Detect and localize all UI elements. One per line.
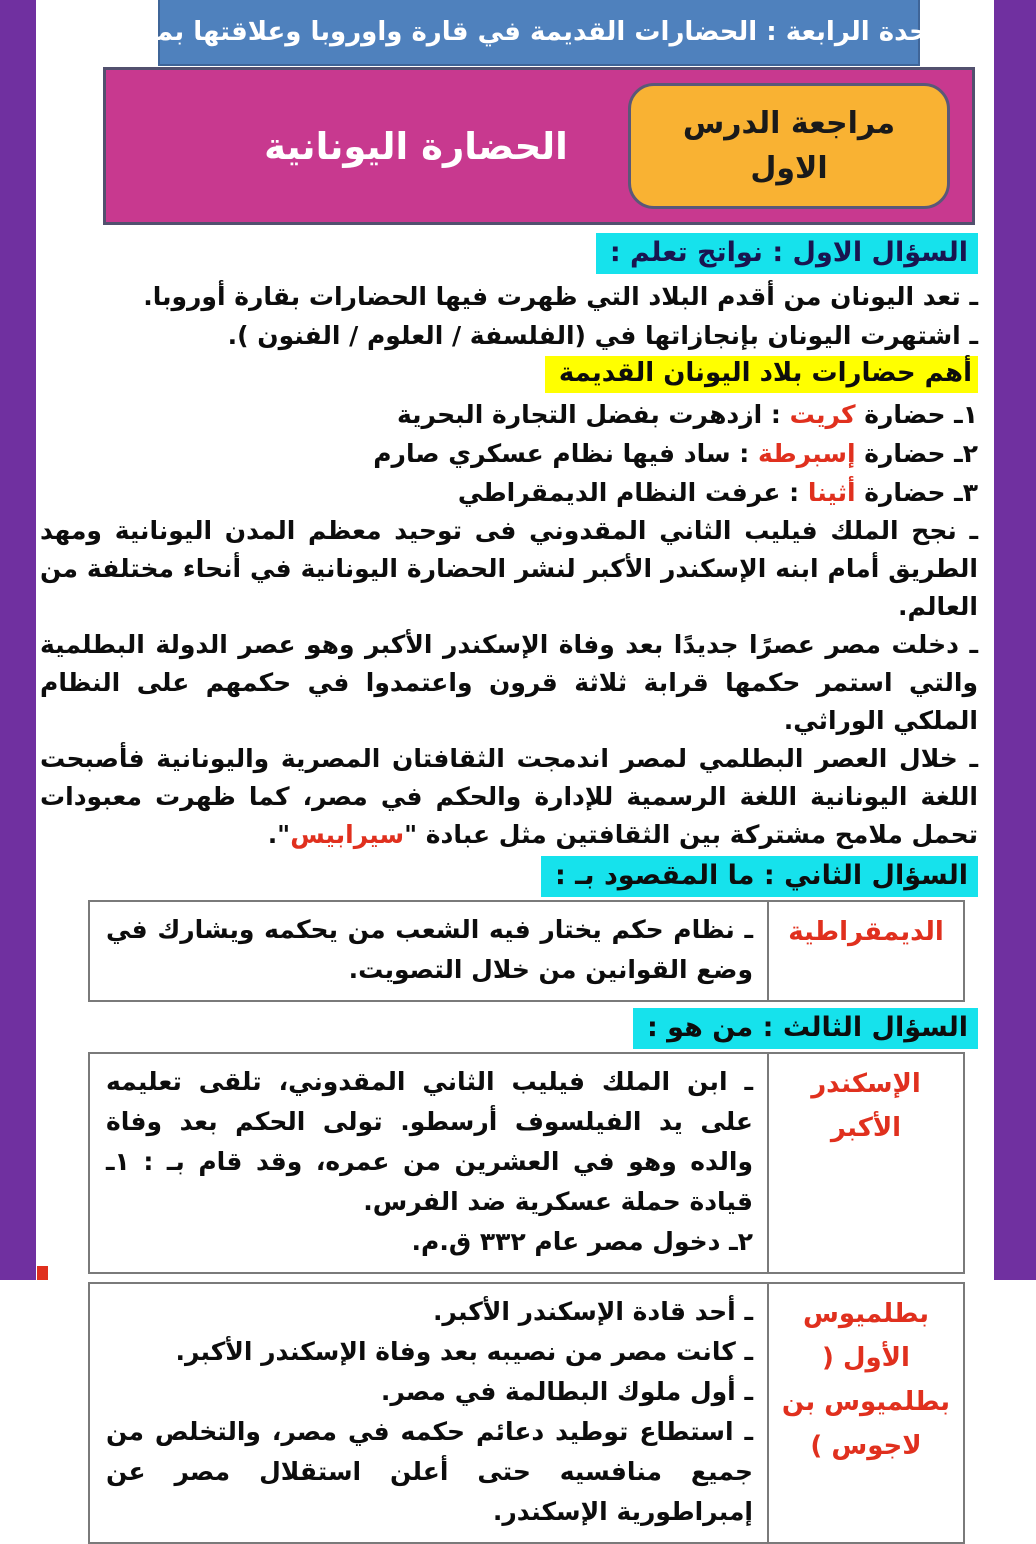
civilization-description: : عرفت النظام الديمقراطي <box>457 478 808 507</box>
term-cell: الإسكندر الأكبر <box>767 1054 963 1272</box>
review-badge-line1: مراجعة الدرس <box>682 106 896 141</box>
civilization-name: كريت <box>789 400 856 429</box>
definition-cell <box>90 1054 767 1272</box>
civilization-prefix: ٣ـ حضارة <box>855 478 978 507</box>
question2-heading: السؤال الثاني : ما المقصود بـ : <box>541 856 978 897</box>
ptolemaic-era-paragraph: ـ دخلت مصر عصرًا جديدًا بعد وفاة الإسكندر الأكبر وهو عصر الدولة البطلمية والتي استمر حكمها قرابة ثلاثة قرون واعتمدوا في حكمهم على النظام الملكي الوراثي. <box>40 630 978 735</box>
learning-outcome-bullet: ـ تعد اليونان من أقدم البلاد التي ظهرت فيها الحضارات بقارة أوروبا. <box>143 282 978 311</box>
definition-table <box>88 900 965 1002</box>
culture-merge-tail: ". <box>267 820 291 849</box>
lesson-title: الحضارة اليونانية <box>264 124 568 168</box>
question3-heading: السؤال الثالث : من هو : <box>633 1008 978 1049</box>
ptolemy-line: ـ استطاع توطيد دعائم حكمه في مصر، والتخلص من جميع منافسيه حتى أعلن استقلال مصر عن إمبراطورية الإسكندر. <box>106 1417 753 1526</box>
civilization-prefix: ١ـ حضارة <box>855 400 978 429</box>
red-corner-mark <box>37 1266 48 1280</box>
question2-section <box>40 856 978 1002</box>
civilization-item <box>40 473 978 512</box>
civilizations-highlight-row <box>40 355 978 395</box>
question1-section <box>40 233 978 854</box>
who-is-table-row <box>88 1282 965 1544</box>
definition-cell <box>90 1284 767 1542</box>
civilization-prefix: ٢ـ حضارة <box>855 439 978 468</box>
alexander-line: ٢ـ دخول مصر عام ٣٣٢ ق.م. <box>411 1227 753 1256</box>
right-border-bar <box>994 0 1036 1280</box>
question1-heading: السؤال الاول : نواتج تعلم : <box>596 233 978 274</box>
definition-cell <box>90 902 767 1000</box>
philip-paragraph: ـ نجح الملك فيليب الثاني المقدوني فى توحيد معظم المدن اليونانية ومهد الطريق أمام ابنه الإسكندر الأكبر لنشر الحضارة اليونانية في أنحاء مختلفة من العالم. <box>40 516 978 621</box>
ptolemy-line: ـ أحد قادة الإسكندر الأكبر. <box>432 1297 753 1326</box>
review-badge-line2: الاول <box>750 151 828 186</box>
unit-header <box>115 0 963 66</box>
question3-section <box>40 1008 978 1544</box>
ptolemy-line: ـ كانت مصر من نصيبه بعد وفاة الإسكندر الأكبر. <box>175 1337 753 1366</box>
civilization-item <box>40 395 978 434</box>
civilization-name: إسبرطة <box>757 439 856 468</box>
lesson-banner <box>103 67 975 225</box>
civilization-description: : ساد فيها نظام عسكري صارم <box>373 439 758 468</box>
term-cell: بطلميوس الأول ( بطلميوس بن لاجوس ) <box>767 1284 963 1542</box>
who-is-table-row <box>88 1052 965 1274</box>
civilization-name: أثينا <box>807 478 856 507</box>
culture-merge-paragraph <box>40 740 978 854</box>
alexander-line: ـ ابن الملك فيليب الثاني المقدوني، تلقى تعليمه على يد الفيلسوف أرسطو. تولى الحكم بعد وفاة والده وهو في العشرين من عمره، وقد قام بـ : ١ـ قيادة حملة عسكرية ضد الفرس. <box>106 1067 753 1216</box>
review-badge <box>628 83 950 209</box>
content-area <box>40 233 978 1544</box>
term-cell: الديمقراطية <box>767 902 963 1000</box>
culture-merge-text: ـ خلال العصر البطلمي لمصر اندمجت الثقافتان المصرية واليونانية فأصبحت اللغة اليونانية اللغة الرسمية للإدارة والحكم في مصر، كما ظهرت معبودات تحمل ملامح مشتركة بين الثقافتين مثل عبادة " <box>40 744 978 849</box>
serapis-keyword: سيرابيس <box>290 820 405 849</box>
unit-title: الوحدة الرابعة : الحضارات القديمة في قارة واوروبا وعلاقتها بمصر <box>115 17 963 47</box>
definition-text: ـ نظام حكم يختار فيه الشعب من يحكمه ويشارك في وضع القوانين من خلال التصويت. <box>106 915 753 984</box>
left-border-bar <box>0 0 36 1280</box>
learning-outcome-bullet: ـ اشتهرت اليونان بإنجازاتها في (الفلسفة / العلوم / الفنون ). <box>227 321 978 350</box>
civilizations-highlight: أهم حضارات بلاد اليونان القديمة <box>545 356 978 393</box>
civilization-item <box>40 434 978 473</box>
civilization-description: : ازدهرت بفضل التجارة البحرية <box>396 400 790 429</box>
ptolemy-line: ـ أول ملوك البطالمة في مصر. <box>380 1377 753 1406</box>
